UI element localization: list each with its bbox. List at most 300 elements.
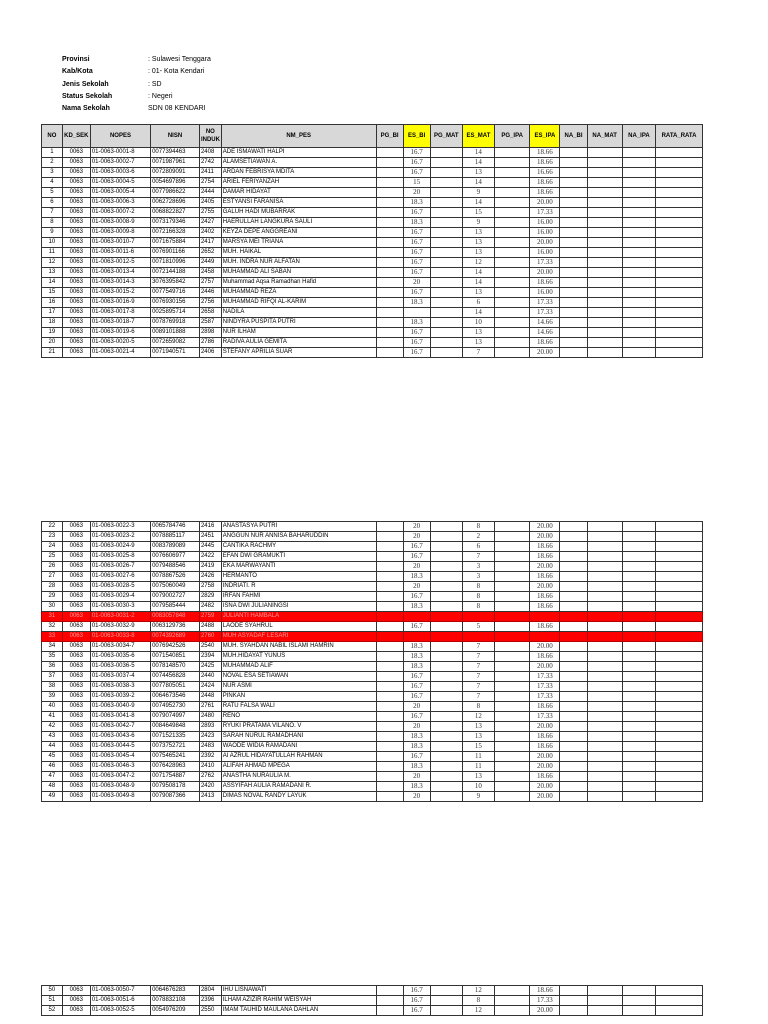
cell-es-bi: 16.7 (403, 682, 430, 692)
cell-es-ipa: 17.33 (530, 258, 560, 268)
cell-rata (656, 552, 703, 562)
cell-es-ipa: 18.66 (530, 338, 560, 348)
score-table-page-1 (41, 124, 703, 358)
table-row (42, 158, 703, 168)
cell-es-mat: 7 (462, 348, 494, 358)
cell-nopes: 01-0063-0014-3 (90, 278, 150, 288)
table-row (42, 782, 703, 792)
cell-induk: 2754 (199, 178, 221, 188)
cell-nopes: 01-0063-0043-6 (90, 732, 150, 742)
cell-es-ipa: 20.00 (530, 522, 560, 532)
cell-no: 24 (42, 542, 63, 552)
cell-es-mat: 14 (462, 278, 494, 288)
cell-na-mat (587, 248, 622, 258)
cell-pg-ipa (495, 612, 530, 622)
cell-es-ipa: 20.00 (530, 238, 560, 248)
cell-es-bi: 16.7 (403, 328, 430, 338)
cell-na-bi (560, 348, 587, 358)
cell-es-ipa: 20.00 (530, 582, 560, 592)
cell-na-bi (560, 278, 587, 288)
cell-kd: 0063 (62, 996, 90, 1006)
cell-nisn: 0064676283 (151, 986, 200, 996)
cell-es-ipa: 18.66 (530, 592, 560, 602)
cell-rata (656, 168, 703, 178)
cell-nama: ADE ISMAWATI HALPI (221, 148, 376, 158)
cell-es-bi: 20 (403, 188, 430, 198)
cell-es-bi: 16.7 (403, 208, 430, 218)
cell-na-mat (587, 652, 622, 662)
info-value: : 01- Kota Kendari (148, 68, 205, 76)
cell-pg-bi (376, 682, 403, 692)
table-row (42, 572, 703, 582)
cell-induk: 2451 (199, 532, 221, 542)
cell-na-bi (560, 228, 587, 238)
cell-nisn: 0079488546 (151, 562, 200, 572)
table-row (42, 652, 703, 662)
cell-pg-ipa (495, 348, 530, 358)
cell-nama: ARDAN FEBRISYA MDITA (221, 168, 376, 178)
cell-no: 13 (42, 268, 63, 278)
cell-rata (656, 1006, 703, 1016)
cell-pg-bi (376, 178, 403, 188)
cell-na-mat (587, 522, 622, 532)
table-row (42, 562, 703, 572)
cell-na-ipa (622, 722, 655, 732)
cell-pg-mat (430, 662, 462, 672)
cell-es-bi: 16.7 (403, 552, 430, 562)
cell-pg-ipa (495, 702, 530, 712)
cell-nopes: 01-0063-0041-8 (90, 712, 150, 722)
cell-pg-bi (376, 522, 403, 532)
cell-rata (656, 268, 703, 278)
cell-pg-bi (376, 148, 403, 158)
cell-nopes: 01-0063-0046-3 (90, 762, 150, 772)
cell-pg-bi (376, 642, 403, 652)
cell-nisn: 0078832108 (151, 996, 200, 1006)
cell-pg-bi (376, 722, 403, 732)
cell-pg-mat (430, 238, 462, 248)
cell-pg-ipa (495, 772, 530, 782)
cell-na-mat (587, 298, 622, 308)
cell-es-mat: 2 (462, 532, 494, 542)
cell-pg-bi (376, 752, 403, 762)
cell-nopes: 01-0063-0050-7 (90, 986, 150, 996)
column-header: ES_MAT (462, 125, 494, 148)
column-header: NO (42, 125, 63, 148)
cell-induk: 2392 (199, 752, 221, 762)
cell-nisn: 0079585444 (151, 602, 200, 612)
cell-nisn: 0071987961 (151, 158, 200, 168)
cell-kd: 0063 (62, 752, 90, 762)
cell-na-bi (560, 268, 587, 278)
cell-no: 51 (42, 996, 63, 1006)
cell-nama: ALIFAH AHMAD MPEGA (221, 762, 376, 772)
cell-na-bi (560, 258, 587, 268)
cell-pg-mat (430, 158, 462, 168)
cell-pg-mat (430, 148, 462, 158)
cell-es-ipa: 18.66 (530, 148, 560, 158)
info-row (62, 79, 211, 91)
cell-kd: 0063 (62, 562, 90, 572)
cell-es-ipa: 14.66 (530, 318, 560, 328)
cell-na-ipa (622, 188, 655, 198)
cell-kd: 0063 (62, 572, 90, 582)
cell-kd: 0063 (62, 602, 90, 612)
cell-es-ipa: 20.00 (530, 792, 560, 802)
cell-rata (656, 682, 703, 692)
cell-pg-ipa (495, 298, 530, 308)
cell-kd: 0063 (62, 248, 90, 258)
cell-na-ipa (622, 632, 655, 642)
cell-kd: 0063 (62, 288, 90, 298)
cell-pg-ipa (495, 732, 530, 742)
cell-pg-ipa (495, 986, 530, 996)
column-header: PG_BI (376, 125, 403, 148)
cell-kd: 0063 (62, 208, 90, 218)
cell-no: 48 (42, 782, 63, 792)
cell-nisn: 0077986622 (151, 188, 200, 198)
cell-es-mat: 9 (462, 792, 494, 802)
cell-pg-bi (376, 772, 403, 782)
cell-no: 45 (42, 752, 63, 762)
cell-kd: 0063 (62, 148, 90, 158)
cell-es-mat: 7 (462, 642, 494, 652)
cell-na-mat (587, 338, 622, 348)
cell-na-bi (560, 986, 587, 996)
cell-na-ipa (622, 248, 655, 258)
cell-es-mat: 14 (462, 268, 494, 278)
cell-na-mat (587, 662, 622, 672)
cell-nisn: 0077549716 (151, 288, 200, 298)
cell-nopes: 01-0063-0031-2 (90, 612, 150, 622)
cell-rata (656, 208, 703, 218)
cell-na-ipa (622, 542, 655, 552)
cell-nisn: 0077394463 (151, 148, 200, 158)
cell-kd: 0063 (62, 662, 90, 672)
cell-pg-ipa (495, 248, 530, 258)
cell-es-ipa: 20.00 (530, 1006, 560, 1016)
cell-rata (656, 742, 703, 752)
cell-rata (656, 522, 703, 532)
cell-rata (656, 198, 703, 208)
cell-rata (656, 762, 703, 772)
cell-kd: 0063 (62, 258, 90, 268)
cell-nisn: 0073752721 (151, 742, 200, 752)
cell-pg-mat (430, 338, 462, 348)
table-row (42, 298, 703, 308)
table-row (42, 288, 703, 298)
cell-no: 3 (42, 168, 63, 178)
cell-induk: 2762 (199, 772, 221, 782)
cell-es-bi: 18.3 (403, 782, 430, 792)
cell-rata (656, 712, 703, 722)
cell-nama: KEYZA DEPE ANGGREANI (221, 228, 376, 238)
table-row (42, 218, 703, 228)
cell-nopes: 01-0063-0051-6 (90, 996, 150, 1006)
cell-nama: RENO (221, 712, 376, 722)
cell-nama: STEFANY APRILIA SUAR (221, 348, 376, 358)
cell-na-ipa (622, 218, 655, 228)
cell-induk: 2417 (199, 238, 221, 248)
table-row (42, 732, 703, 742)
cell-na-bi (560, 602, 587, 612)
score-table-page-2 (41, 521, 703, 802)
cell-no: 49 (42, 792, 63, 802)
cell-es-bi: 16.7 (403, 268, 430, 278)
cell-nisn: 0025895714 (151, 308, 200, 318)
cell-na-ipa (622, 532, 655, 542)
cell-es-ipa: 18.66 (530, 552, 560, 562)
cell-nisn: 0054976209 (151, 1006, 200, 1016)
cell-na-ipa (622, 662, 655, 672)
cell-pg-bi (376, 592, 403, 602)
cell-pg-bi (376, 532, 403, 542)
cell-pg-ipa (495, 308, 530, 318)
cell-es-mat: 6 (462, 298, 494, 308)
column-header: KD_SEK (62, 125, 90, 148)
cell-nama: IMAM TAUHID MAULANA DAHLAN (221, 1006, 376, 1016)
cell-es-ipa: 18.66 (530, 178, 560, 188)
cell-kd: 0063 (62, 298, 90, 308)
cell-es-bi: 18.3 (403, 742, 430, 752)
cell-na-bi (560, 682, 587, 692)
cell-es-bi: 20 (403, 562, 430, 572)
cell-pg-ipa (495, 258, 530, 268)
cell-rata (656, 692, 703, 702)
cell-na-bi (560, 742, 587, 752)
cell-induk: 2411 (199, 168, 221, 178)
cell-es-mat: 13 (462, 732, 494, 742)
cell-pg-ipa (495, 522, 530, 532)
cell-es-ipa: 20.00 (530, 642, 560, 652)
cell-pg-ipa (495, 572, 530, 582)
cell-na-ipa (622, 258, 655, 268)
cell-es-bi: 16.7 (403, 622, 430, 632)
cell-na-ipa (622, 996, 655, 1006)
cell-pg-mat (430, 198, 462, 208)
cell-pg-ipa (495, 552, 530, 562)
cell-nisn: 0071675884 (151, 238, 200, 248)
cell-na-mat (587, 552, 622, 562)
table-row (42, 702, 703, 712)
cell-rata (656, 652, 703, 662)
column-header-row (42, 125, 703, 148)
cell-pg-bi (376, 328, 403, 338)
cell-induk: 2444 (199, 188, 221, 198)
cell-nisn: 0076606977 (151, 552, 200, 562)
cell-pg-mat (430, 188, 462, 198)
cell-pg-bi (376, 258, 403, 268)
cell-na-mat (587, 268, 622, 278)
cell-pg-bi (376, 278, 403, 288)
cell-rata (656, 298, 703, 308)
cell-nopes: 01-0063-0010-7 (90, 238, 150, 248)
cell-induk: 2440 (199, 672, 221, 682)
cell-nisn: 0071540851 (151, 652, 200, 662)
cell-es-ipa: 20.00 (530, 752, 560, 762)
cell-es-mat: 11 (462, 762, 494, 772)
cell-induk: 2420 (199, 782, 221, 792)
table-row (42, 692, 703, 702)
cell-no: 21 (42, 348, 63, 358)
cell-kd: 0063 (62, 782, 90, 792)
cell-nisn: 0077805051 (151, 682, 200, 692)
cell-pg-mat (430, 268, 462, 278)
cell-es-mat: 13 (462, 228, 494, 238)
column-header: ES_BI (403, 125, 430, 148)
cell-na-mat (587, 996, 622, 1006)
cell-induk: 2446 (199, 288, 221, 298)
table-row (42, 622, 703, 632)
cell-na-ipa (622, 278, 655, 288)
cell-pg-mat (430, 278, 462, 288)
cell-nama: PINKAN (221, 692, 376, 702)
cell-na-bi (560, 712, 587, 722)
cell-es-ipa: 20.00 (530, 562, 560, 572)
cell-rata (656, 308, 703, 318)
cell-nisn: 0079508178 (151, 782, 200, 792)
cell-na-ipa (622, 308, 655, 318)
table-row (42, 188, 703, 198)
cell-pg-ipa (495, 268, 530, 278)
cell-nisn: 0076428963 (151, 762, 200, 772)
cell-na-bi (560, 218, 587, 228)
cell-na-mat (587, 592, 622, 602)
cell-na-bi (560, 732, 587, 742)
cell-nisn: 0071940571 (151, 348, 200, 358)
cell-nopes: 01-0063-0004-5 (90, 178, 150, 188)
cell-induk: 2402 (199, 228, 221, 238)
cell-pg-bi (376, 318, 403, 328)
table-row (42, 532, 703, 542)
score-table-page-3 (41, 985, 703, 1016)
cell-no: 50 (42, 986, 63, 996)
cell-pg-ipa (495, 622, 530, 632)
cell-nopes: 01-0063-0030-3 (90, 602, 150, 612)
cell-es-bi: 18.3 (403, 642, 430, 652)
cell-na-ipa (622, 562, 655, 572)
cell-pg-mat (430, 642, 462, 652)
column-header: RATA_RATA (656, 125, 703, 148)
cell-induk: 2761 (199, 702, 221, 712)
cell-pg-mat (430, 612, 462, 622)
cell-es-mat: 13 (462, 248, 494, 258)
cell-nopes: 01-0063-0033-8 (90, 632, 150, 642)
cell-nisn: 0064673546 (151, 692, 200, 702)
cell-es-mat: 10 (462, 782, 494, 792)
cell-nopes: 01-0063-0024-9 (90, 542, 150, 552)
cell-es-ipa: 18.66 (530, 742, 560, 752)
column-header: NA_BI (560, 125, 587, 148)
cell-no: 10 (42, 238, 63, 248)
cell-na-mat (587, 702, 622, 712)
cell-induk: 2742 (199, 158, 221, 168)
cell-na-mat (587, 158, 622, 168)
cell-na-bi (560, 288, 587, 298)
cell-nama: IRFAN FAHMI (221, 592, 376, 602)
cell-no: 18 (42, 318, 63, 328)
cell-es-bi: 18.3 (403, 318, 430, 328)
cell-na-mat (587, 722, 622, 732)
cell-nama: MARSYA MEI TRIANA (221, 238, 376, 248)
cell-pg-ipa (495, 582, 530, 592)
cell-pg-mat (430, 178, 462, 188)
cell-es-bi: 18.3 (403, 602, 430, 612)
cell-es-ipa: 18.66 (530, 278, 560, 288)
cell-na-bi (560, 188, 587, 198)
cell-no: 1 (42, 148, 63, 158)
cell-pg-mat (430, 248, 462, 258)
cell-es-mat: 13 (462, 328, 494, 338)
cell-pg-bi (376, 248, 403, 258)
cell-na-mat (587, 328, 622, 338)
table-row (42, 602, 703, 612)
table-row (42, 762, 703, 772)
cell-na-bi (560, 158, 587, 168)
cell-no: 27 (42, 572, 63, 582)
cell-na-mat (587, 188, 622, 198)
cell-no: 6 (42, 198, 63, 208)
cell-es-ipa: 20.00 (530, 532, 560, 542)
cell-es-mat: 7 (462, 662, 494, 672)
table-row (42, 228, 703, 238)
cell-nopes: 01-0063-0022-3 (90, 522, 150, 532)
cell-pg-ipa (495, 198, 530, 208)
cell-pg-mat (430, 552, 462, 562)
cell-es-mat (462, 612, 494, 622)
cell-nisn: 0089101888 (151, 328, 200, 338)
cell-no: 35 (42, 652, 63, 662)
cell-nisn: 0072166328 (151, 228, 200, 238)
table-row (42, 278, 703, 288)
cell-pg-bi (376, 1006, 403, 1016)
cell-pg-mat (430, 298, 462, 308)
cell-nama: ANASTASYA PUTRI (221, 522, 376, 532)
cell-nopes: 01-0063-0028-5 (90, 582, 150, 592)
cell-rata (656, 772, 703, 782)
cell-es-ipa: 18.66 (530, 986, 560, 996)
cell-es-bi: 16.7 (403, 986, 430, 996)
cell-rata (656, 248, 703, 258)
cell-no: 44 (42, 742, 63, 752)
table-row (42, 238, 703, 248)
info-label: Status Sekolah (62, 92, 113, 100)
cell-nisn: 0083789089 (151, 542, 200, 552)
cell-es-mat: 13 (462, 772, 494, 782)
cell-na-ipa (622, 178, 655, 188)
cell-es-bi (403, 612, 430, 622)
cell-na-bi (560, 996, 587, 1006)
cell-es-mat: 3 (462, 562, 494, 572)
table-row (42, 248, 703, 258)
cell-nama: RATU FALSA WALI (221, 702, 376, 712)
cell-no: 9 (42, 228, 63, 238)
cell-es-ipa: 17.33 (530, 712, 560, 722)
cell-na-bi (560, 592, 587, 602)
cell-rata (656, 288, 703, 298)
cell-nopes: 01-0063-0007-2 (90, 208, 150, 218)
cell-pg-ipa (495, 148, 530, 158)
cell-es-bi: 20 (403, 792, 430, 802)
cell-na-ipa (622, 198, 655, 208)
cell-nama: MUH.HIDAYAT YUNUS (221, 652, 376, 662)
cell-nama: EKA MARWAYANTI (221, 562, 376, 572)
cell-no: 5 (42, 188, 63, 198)
cell-induk: 2893 (199, 722, 221, 732)
cell-pg-ipa (495, 328, 530, 338)
cell-induk: 2540 (199, 642, 221, 652)
cell-es-bi: 18.3 (403, 652, 430, 662)
